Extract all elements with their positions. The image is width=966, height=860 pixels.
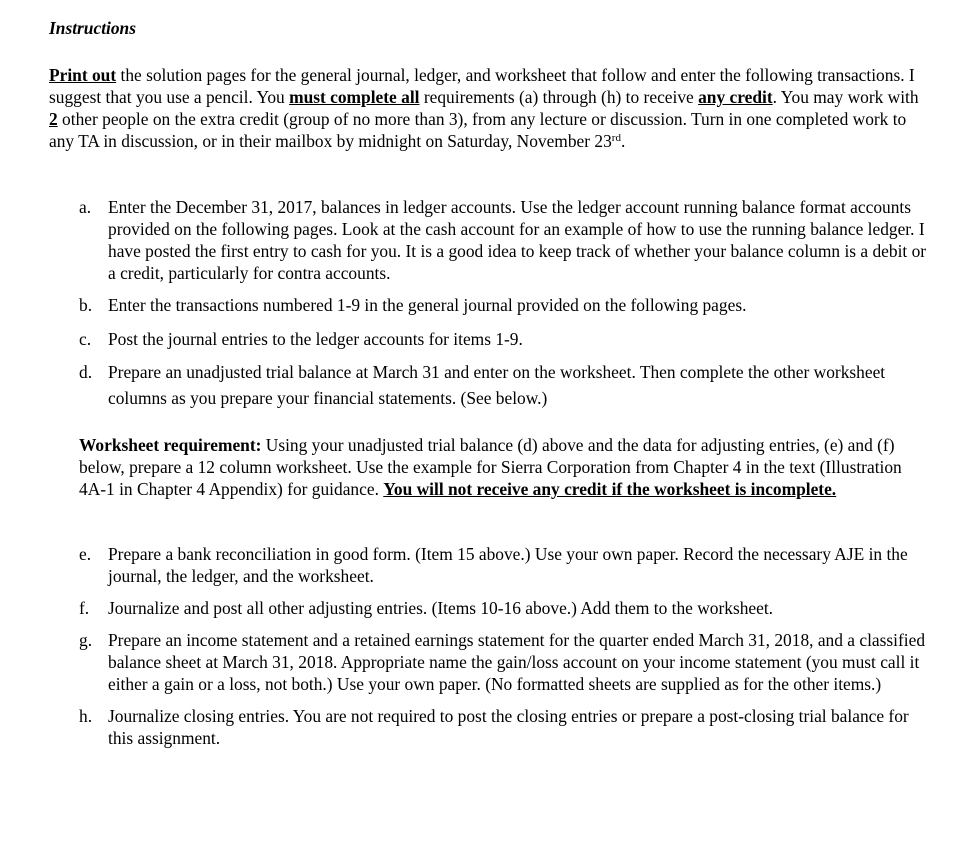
item-text: Journalize and post all other adjusting entries. (Items 10-16 above.) Add them to the worksheet. bbox=[108, 598, 774, 618]
item-text: Enter the transactions numbered 1-9 in the general journal provided on the following pages. bbox=[108, 295, 747, 315]
requirements-list-a-to-d bbox=[79, 196, 929, 411]
item-label: e. bbox=[79, 544, 92, 564]
item-label: b. bbox=[79, 295, 93, 315]
list-item bbox=[79, 328, 929, 350]
item-label: c. bbox=[79, 329, 92, 349]
print-out-emphasis: Print out bbox=[49, 65, 117, 85]
item-label: g. bbox=[79, 630, 93, 650]
worksheet-warning: You will not receive any credit if the worksheet is incomplete. bbox=[383, 479, 837, 499]
item-text: Journalize closing entries. You are not required to post the closing entries or prepare a post-closing trial balance for this assignment. bbox=[108, 706, 909, 748]
list-item bbox=[79, 705, 929, 749]
list-item bbox=[79, 359, 929, 411]
worksheet-requirement-lead: Worksheet requirement: bbox=[79, 435, 262, 455]
item-label: d. bbox=[79, 362, 93, 382]
list-item bbox=[79, 294, 929, 316]
item-label: h. bbox=[79, 706, 93, 726]
list-item bbox=[79, 597, 929, 619]
group-size-emphasis: 2 bbox=[49, 109, 58, 129]
list-item bbox=[79, 629, 929, 695]
list-item bbox=[79, 196, 929, 284]
requirements-list-e-to-h bbox=[79, 543, 929, 749]
worksheet-requirement-paragraph: Worksheet requirement: Using your unadjusted trial balance (d) above and the data for adjusting entries, (e) and (f) below, prepare a 12 column worksheet. Use the example for Sierra Corporation from Chapter 4 in the text (Illustration 4A-1 in Chapter 4 Appendix) for guidance. You will not receive any credit if the worksheet is incomplete. bbox=[79, 435, 902, 499]
must-complete-emphasis: must complete all bbox=[289, 87, 420, 107]
item-label: f. bbox=[79, 598, 90, 618]
list-item bbox=[79, 543, 929, 587]
item-text: Prepare an unadjusted trial balance at March 31 and enter on the worksheet. Then complete the other worksheet columns as you prepare your financial statements. (See below.) bbox=[108, 362, 886, 408]
item-label: a. bbox=[79, 197, 92, 217]
any-credit-emphasis: any credit bbox=[698, 87, 773, 107]
intro-paragraph: Print out the solution pages for the general journal, ledger, and worksheet that follow and enter the following transactions. I suggest that you use a pencil. You must complete all requirements (a) through (h) to receive any credit. You may work with 2 other people on the extra credit (group of no more than 3), from any lecture or discussion. Turn in one completed work to any TA in discussion, or in their mailbox by midnight on Saturday, November 23rd. bbox=[49, 65, 919, 151]
item-text: Enter the December 31, 2017, balances in ledger accounts. Use the ledger account running balance format accounts provided on the following pages. Look at the cash account for an example of how to use the running balance ledger. I have posted the first entry to cash for you. It is a good idea to keep track of whether your balance column is a debit or a credit, particularly for contra accounts. bbox=[108, 197, 927, 283]
instructions-heading: Instructions bbox=[49, 18, 136, 38]
item-text: Prepare a bank reconciliation in good form. (Item 15 above.) Use your own paper. Record the necessary AJE in the journal, the ledger, and the worksheet. bbox=[108, 544, 908, 586]
item-text: Post the journal entries to the ledger accounts for items 1-9. bbox=[108, 329, 523, 349]
item-text: Prepare an income statement and a retained earnings statement for the quarter ended March 31, 2018, and a classified balance sheet at March 31, 2018. Appropriate name the gain/loss account on your income statement (you must call it either a gain or a loss, not both.) Use your own paper. (No formatted sheets are supplied as for the other items.) bbox=[108, 630, 926, 694]
